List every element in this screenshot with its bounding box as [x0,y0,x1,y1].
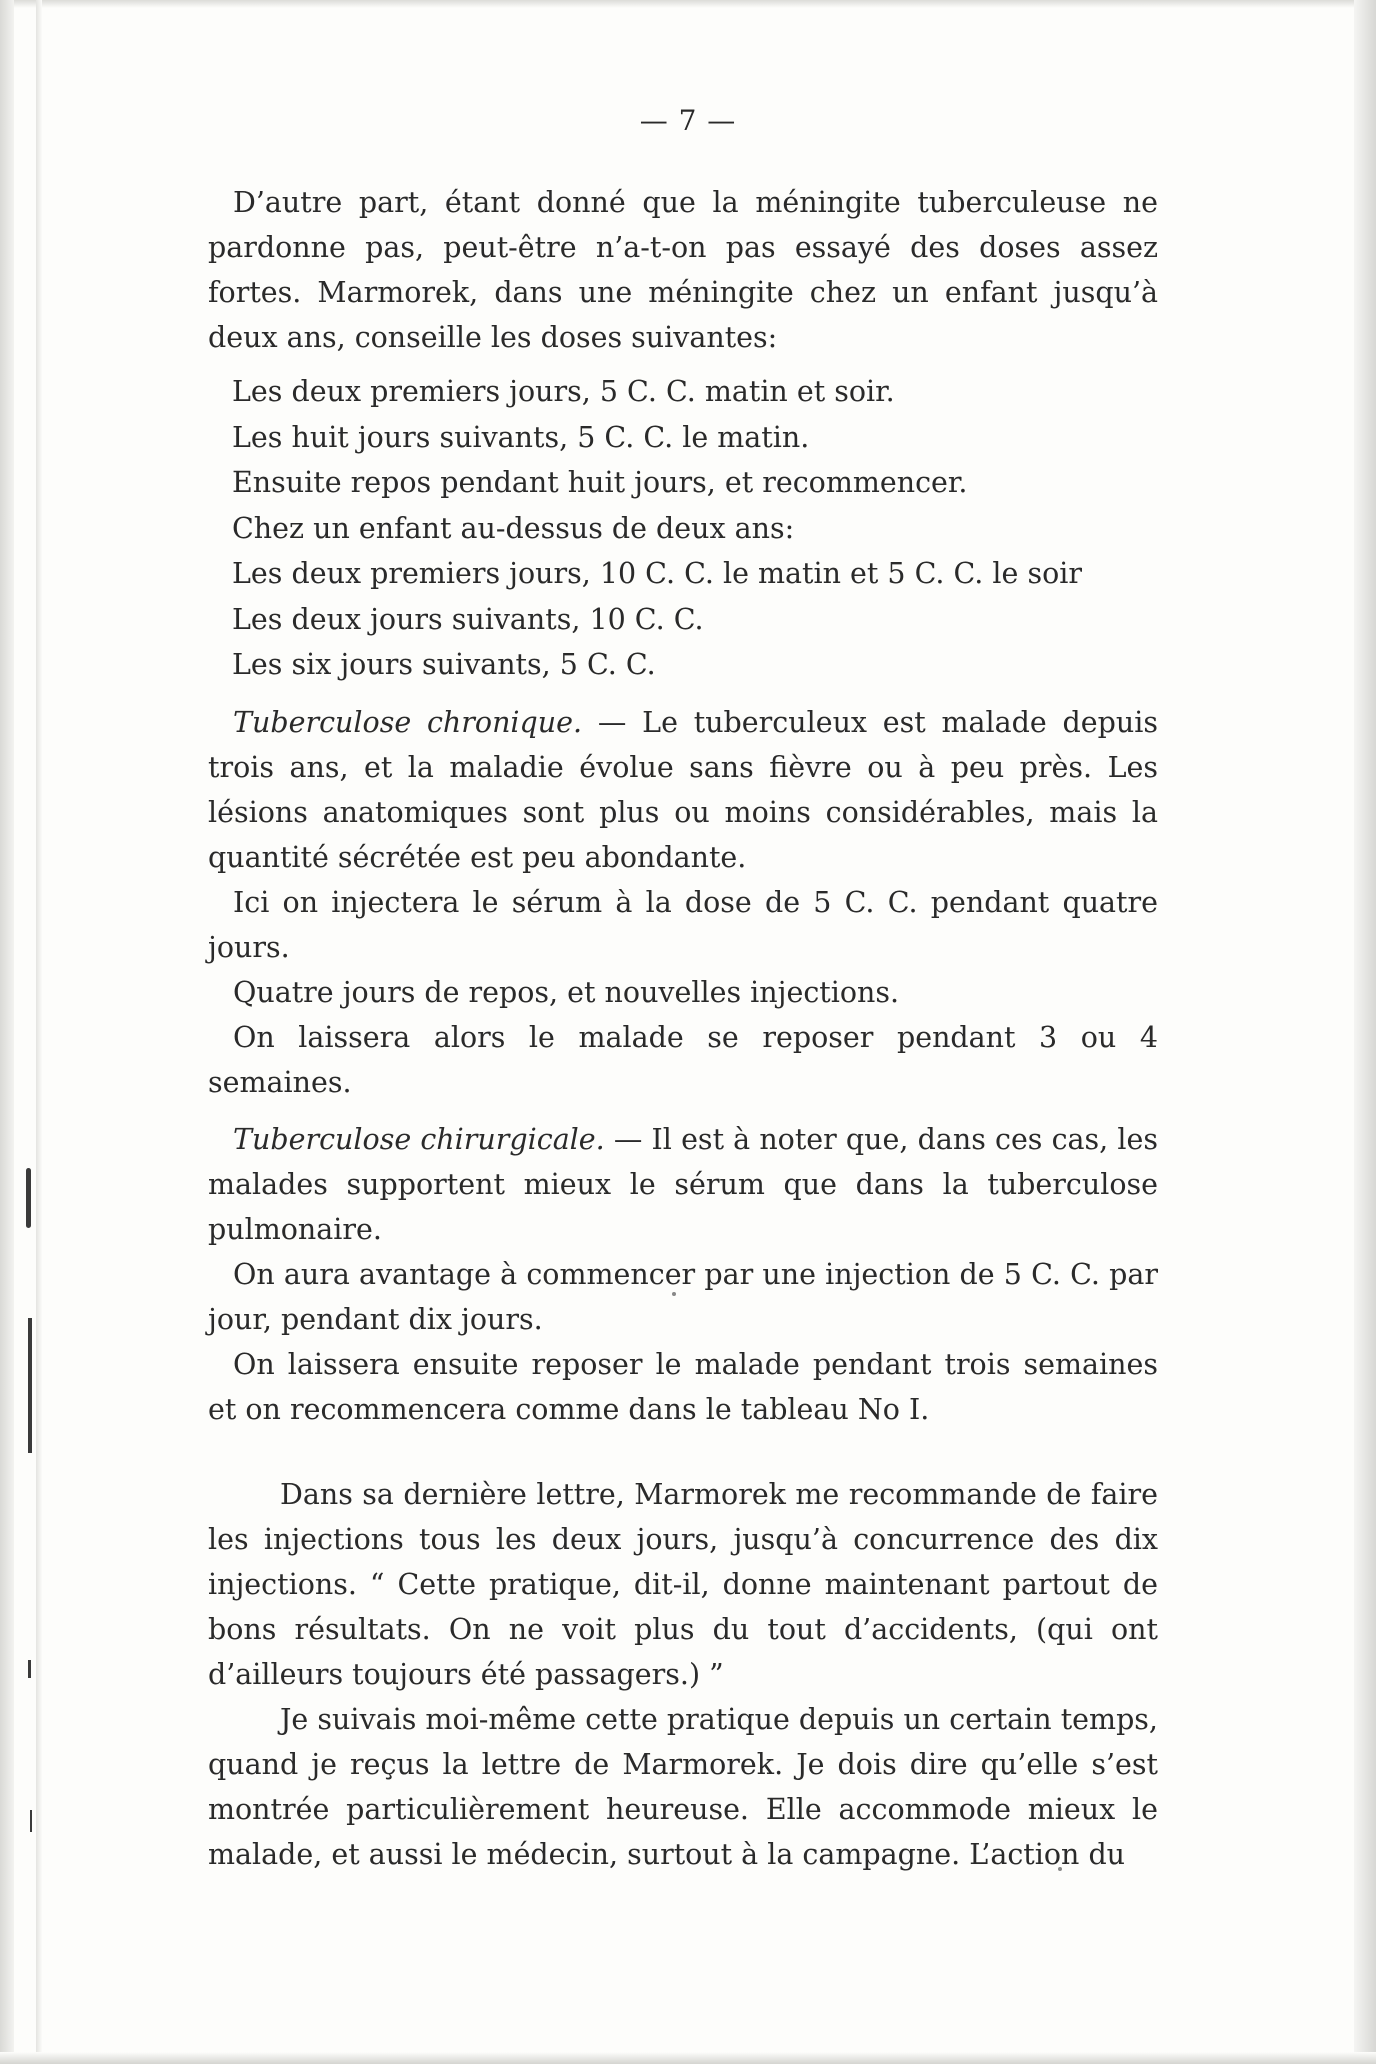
over-two-intro: Chez un enfant au-dessus de deux ans: [232,511,795,545]
binding-mark [28,1318,32,1453]
surgical-paragraph [208,1117,1158,1252]
chronic-paragraph-2: Ici on injectera le sérum à la dose de 5 C. C. pendant quatre jours. [208,885,1158,964]
chronic-paragraph-3: Quatre jours de repos, et nouvelles injections. [233,975,900,1009]
letter-paragraph: Dans sa dernière lettre, Marmorek me recommande de faire les injections tous les deux jours, jusqu’à concurrence des dix injections. “ Cette pratique, dit-il, donne maintenant partout de bons résultats. On ne voit plus du tout d’accidents, (qui ont d’ailleurs toujours été passagers.) ” [208,1477,1158,1691]
chronic-paragraph [208,700,1158,880]
dose-line: Les deux premiers jours, 10 C. C. le matin et 5 C. C. le soir [232,557,1082,590]
surgical-paragraph-2: On aura avantage à commencer par une injection de 5 C. C. par jour, pendant dix jours. [208,1257,1158,1336]
chronic-paragraph-4: On laissera alors le malade se reposer pendant 3 ou 4 semaines. [208,1020,1158,1099]
dose-line: Ensuite repos pendant huit jours, et recommencer. [232,466,968,499]
page-bottom-edge [0,2052,1376,2064]
binding-mark [26,1168,31,1228]
dose-line: Les six jours suivants, 5 C. C. [232,648,656,681]
surgical-heading: Tuberculose chirurgicale. [233,1122,605,1156]
binding-shadow [36,0,42,2064]
dose-line: Les deux jours suivants, 10 C. C. [232,602,704,636]
page-top-edge [0,0,1376,8]
dose-line: Les huit jours suivants, 5 C. C. le matin. [232,420,810,454]
page-number: — 7 — [639,104,737,137]
chronic-text: — Le tuberculeux est malade depuis trois ans, et la maladie évolue sans fièvre ou à peu près. Les lésions anatomiques sont plus ou moins considérables, mais la quantité sécrétée est peu abondante. [208,705,1159,874]
chronic-heading: Tuberculose chronique. [233,705,583,739]
intro-paragraph: D’autre part, étant donné que la méningite tuberculeuse ne pardonne pas, peut-être n’a-t-on pas essayé des doses assez fortes. Marmorek, dans une méningite chez un enfant jusqu’à deux ans, conseille les doses suivantes: [208,186,1158,354]
dose-line: Les deux premiers jours, 5 C. C. matin et soir. [232,375,895,408]
surgical-paragraph-3: On laissera ensuite reposer le malade pendant trois semaines et on recommencera comme dans le tableau No I. [208,1347,1158,1426]
page-body [208,180,1158,1877]
page-right-edge [1354,0,1376,2064]
binding-mark [30,1810,32,1832]
practice-paragraph: Je suivais moi-même cette pratique depuis un certain temps, quand je reçus la lettre de Marmorek. Je dois dire qu’elle s’est montrée particulièrement heureuse. Elle accommode mieux le malade, et aussi le médecin, surtout à la campagne. L’action du [208,1702,1158,1871]
binding-mark [28,1660,31,1678]
surgical-text: — Il est à noter que, dans ces cas, les malades supportent mieux le sérum que dans la tuberculose pulmonaire. [208,1122,1158,1246]
page-left-edge [0,0,14,2064]
